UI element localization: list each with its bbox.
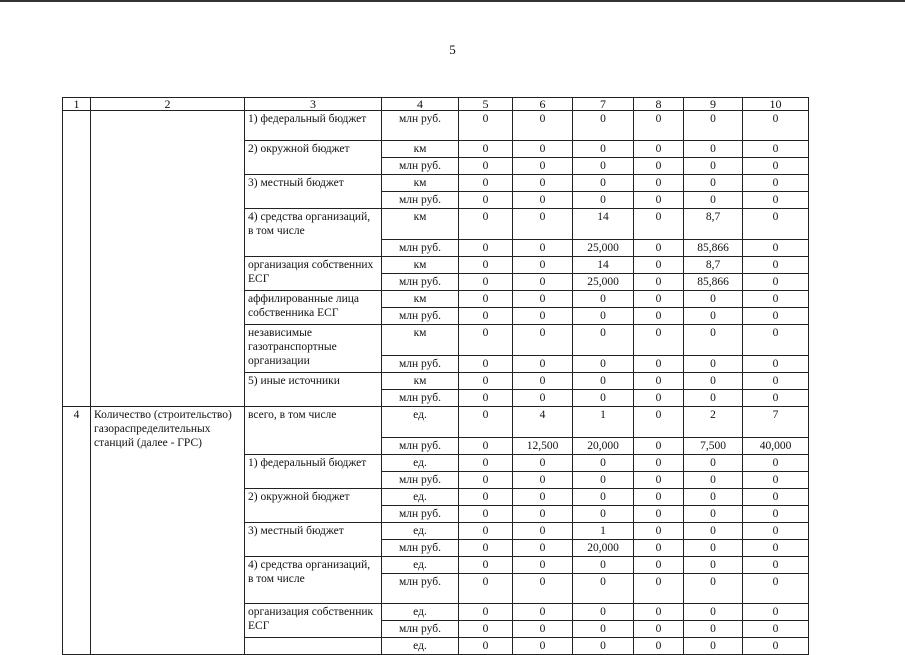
value-cell: 0	[684, 523, 743, 540]
value-cell: 0	[684, 158, 743, 175]
value-cell: 0	[513, 390, 573, 407]
value-cell: 0	[513, 240, 573, 257]
value-cell: 0	[513, 557, 573, 574]
unit-cell: ед.	[382, 604, 459, 621]
unit-cell: ед.	[382, 523, 459, 540]
value-cell: 0	[459, 175, 513, 192]
value-cell: 14	[573, 209, 634, 240]
value-cell: 0	[513, 175, 573, 192]
value-cell: 0	[743, 325, 809, 356]
value-cell: 0	[743, 472, 809, 489]
value-cell: 0	[634, 158, 684, 175]
value-cell: 0	[459, 407, 513, 438]
value-cell: 0	[634, 325, 684, 356]
value-cell: 0	[743, 111, 809, 141]
header-cell: 5	[459, 98, 513, 111]
source-cell: 1) федеральный бюджет	[245, 111, 382, 141]
value-cell: 0	[459, 111, 513, 141]
value-cell: 0	[459, 438, 513, 455]
value-cell: 0	[634, 141, 684, 158]
value-cell: 40,000	[743, 438, 809, 455]
value-cell: 0	[573, 489, 634, 506]
value-cell: 20,000	[573, 438, 634, 455]
value-cell: 0	[684, 175, 743, 192]
value-cell: 0	[743, 240, 809, 257]
value-cell: 0	[573, 325, 634, 356]
value-cell: 0	[573, 291, 634, 308]
value-cell: 85,866	[684, 274, 743, 291]
value-cell: 0	[459, 308, 513, 325]
row-number-cell: 4	[63, 407, 91, 655]
unit-cell: км	[382, 373, 459, 390]
value-cell: 0	[513, 621, 573, 638]
value-cell: 0	[634, 356, 684, 373]
value-cell: 0	[743, 291, 809, 308]
value-cell: 0	[513, 192, 573, 209]
unit-cell: млн руб.	[382, 158, 459, 175]
value-cell: 0	[684, 356, 743, 373]
value-cell: 0	[459, 557, 513, 574]
value-cell: 0	[634, 557, 684, 574]
value-cell: 0	[634, 523, 684, 540]
value-cell: 0	[459, 638, 513, 655]
value-cell: 0	[684, 455, 743, 472]
value-cell: 0	[513, 356, 573, 373]
value-cell: 0	[513, 638, 573, 655]
value-cell: 0	[573, 506, 634, 523]
value-cell: 0	[684, 506, 743, 523]
row-number-cell	[63, 111, 91, 407]
value-cell: 0	[573, 638, 634, 655]
value-cell: 0	[634, 621, 684, 638]
unit-cell: млн руб.	[382, 472, 459, 489]
value-cell: 0	[743, 604, 809, 621]
unit-cell: км	[382, 325, 459, 356]
value-cell: 25,000	[573, 274, 634, 291]
value-cell: 0	[573, 158, 634, 175]
value-cell: 12,500	[513, 438, 573, 455]
value-cell: 0	[513, 325, 573, 356]
value-cell: 20,000	[573, 540, 634, 557]
source-cell: организация собственних ЕСГ	[245, 257, 382, 291]
value-cell: 0	[513, 455, 573, 472]
value-cell: 0	[684, 472, 743, 489]
value-cell: 0	[634, 209, 684, 240]
source-cell: 5) иные источники	[245, 373, 382, 407]
value-cell: 2	[684, 407, 743, 438]
value-cell: 0	[459, 472, 513, 489]
source-cell: 4) средства организаций, в том числе	[245, 557, 382, 604]
unit-cell: км	[382, 209, 459, 240]
value-cell: 0	[459, 390, 513, 407]
value-cell: 0	[513, 574, 573, 604]
source-cell: 3) местный бюджет	[245, 523, 382, 557]
value-cell: 0	[513, 604, 573, 621]
value-cell: 1	[573, 407, 634, 438]
value-cell: 0	[684, 557, 743, 574]
value-cell: 4	[513, 407, 573, 438]
unit-cell: млн руб.	[382, 506, 459, 523]
value-cell: 0	[459, 240, 513, 257]
value-cell: 0	[684, 325, 743, 356]
source-cell: организация собственник ЕСГ	[245, 604, 382, 638]
value-cell: 0	[513, 373, 573, 390]
value-cell: 0	[459, 455, 513, 472]
value-cell: 0	[684, 638, 743, 655]
value-cell: 0	[634, 291, 684, 308]
value-cell: 0	[743, 274, 809, 291]
value-cell: 0	[684, 489, 743, 506]
value-cell: 0	[634, 506, 684, 523]
value-cell: 0	[634, 308, 684, 325]
table-row	[63, 407, 809, 438]
value-cell: 8,7	[684, 257, 743, 274]
unit-cell: млн руб.	[382, 540, 459, 557]
value-cell: 0	[743, 141, 809, 158]
value-cell: 0	[684, 308, 743, 325]
value-cell: 0	[634, 438, 684, 455]
value-cell: 0	[743, 523, 809, 540]
value-cell: 0	[459, 373, 513, 390]
value-cell: 8,7	[684, 209, 743, 240]
value-cell: 0	[743, 574, 809, 604]
value-cell: 0	[743, 557, 809, 574]
unit-cell: млн руб.	[382, 438, 459, 455]
value-cell: 1	[573, 523, 634, 540]
page-number: 5	[449, 42, 456, 57]
value-cell: 0	[684, 141, 743, 158]
value-cell: 0	[513, 540, 573, 557]
value-cell: 0	[684, 192, 743, 209]
value-cell: 0	[684, 291, 743, 308]
header-cell: 3	[245, 98, 382, 111]
unit-cell: млн руб.	[382, 574, 459, 604]
unit-cell: км	[382, 141, 459, 158]
source-cell: аффилированные лица собственника ЕСГ	[245, 291, 382, 325]
header-cell: 9	[684, 98, 743, 111]
value-cell: 0	[513, 308, 573, 325]
value-cell: 0	[459, 325, 513, 356]
header-row	[63, 98, 809, 111]
value-cell: 0	[634, 407, 684, 438]
value-cell: 0	[513, 141, 573, 158]
unit-cell: млн руб.	[382, 192, 459, 209]
source-cell: 2) окружной бюджет	[245, 489, 382, 523]
value-cell: 0	[634, 257, 684, 274]
value-cell: 0	[573, 604, 634, 621]
value-cell: 0	[634, 540, 684, 557]
indicator-cell	[91, 111, 245, 407]
value-cell: 0	[743, 209, 809, 240]
value-cell: 0	[634, 489, 684, 506]
value-cell: 0	[573, 455, 634, 472]
unit-cell: км	[382, 257, 459, 274]
value-cell: 0	[573, 141, 634, 158]
value-cell: 0	[743, 390, 809, 407]
value-cell: 0	[513, 472, 573, 489]
value-cell: 0	[459, 192, 513, 209]
table-body	[63, 98, 809, 655]
header-cell: 4	[382, 98, 459, 111]
value-cell: 0	[743, 540, 809, 557]
value-cell: 0	[634, 455, 684, 472]
top-border-line	[0, 0, 905, 2]
unit-cell: ед.	[382, 638, 459, 655]
unit-cell: ед.	[382, 489, 459, 506]
value-cell: 0	[743, 308, 809, 325]
value-cell: 0	[634, 111, 684, 141]
value-cell: 0	[459, 141, 513, 158]
value-cell: 0	[743, 455, 809, 472]
value-cell: 0	[513, 523, 573, 540]
value-cell: 14	[573, 257, 634, 274]
value-cell: 0	[459, 489, 513, 506]
header-cell: 10	[743, 98, 809, 111]
value-cell: 0	[743, 506, 809, 523]
value-cell: 0	[634, 192, 684, 209]
value-cell: 0	[573, 390, 634, 407]
value-cell: 0	[743, 192, 809, 209]
value-cell: 0	[513, 274, 573, 291]
value-cell: 0	[634, 175, 684, 192]
table-row	[63, 111, 809, 141]
indicator-cell: Количество (строительство) газораспределительных станций (далее - ГРС)	[91, 407, 245, 655]
data-table	[62, 97, 809, 655]
value-cell: 0	[459, 257, 513, 274]
value-cell: 0	[684, 390, 743, 407]
unit-cell: млн руб.	[382, 308, 459, 325]
value-cell: 25,000	[573, 240, 634, 257]
value-cell: 0	[743, 175, 809, 192]
value-cell: 0	[459, 209, 513, 240]
source-cell: 4) средства организаций, в том числе	[245, 209, 382, 257]
value-cell: 0	[513, 506, 573, 523]
value-cell: 0	[573, 557, 634, 574]
value-cell: 0	[459, 540, 513, 557]
value-cell: 0	[634, 274, 684, 291]
value-cell: 0	[459, 621, 513, 638]
source-cell: всего, в том числе	[245, 407, 382, 455]
unit-cell: км	[382, 291, 459, 308]
value-cell: 0	[573, 111, 634, 141]
value-cell: 0	[573, 175, 634, 192]
value-cell: 7	[743, 407, 809, 438]
value-cell: 85,866	[684, 240, 743, 257]
value-cell: 0	[513, 489, 573, 506]
header-cell: 8	[634, 98, 684, 111]
value-cell: 0	[634, 373, 684, 390]
value-cell: 0	[684, 604, 743, 621]
value-cell: 0	[743, 373, 809, 390]
unit-cell: млн руб.	[382, 240, 459, 257]
value-cell: 0	[573, 308, 634, 325]
unit-cell: км	[382, 175, 459, 192]
value-cell: 0	[513, 209, 573, 240]
value-cell: 0	[684, 373, 743, 390]
value-cell: 0	[573, 621, 634, 638]
source-cell: 3) местный бюджет	[245, 175, 382, 209]
value-cell: 0	[743, 257, 809, 274]
value-cell: 0	[684, 111, 743, 141]
unit-cell: ед.	[382, 557, 459, 574]
value-cell: 0	[459, 356, 513, 373]
value-cell: 0	[459, 506, 513, 523]
unit-cell: млн руб.	[382, 274, 459, 291]
header-cell: 2	[91, 98, 245, 111]
value-cell: 0	[743, 489, 809, 506]
value-cell: 0	[743, 356, 809, 373]
value-cell: 0	[634, 240, 684, 257]
value-cell: 0	[743, 158, 809, 175]
value-cell: 0	[634, 604, 684, 621]
header-cell: 6	[513, 98, 573, 111]
source-cell: 2) окружной бюджет	[245, 141, 382, 175]
source-cell	[245, 638, 382, 655]
value-cell: 0	[684, 621, 743, 638]
header-cell: 1	[63, 98, 91, 111]
value-cell: 0	[573, 192, 634, 209]
value-cell: 0	[634, 472, 684, 489]
value-cell: 0	[459, 604, 513, 621]
unit-cell: ед.	[382, 407, 459, 438]
value-cell: 0	[634, 638, 684, 655]
unit-cell: млн руб.	[382, 390, 459, 407]
value-cell: 0	[573, 356, 634, 373]
value-cell: 0	[573, 574, 634, 604]
unit-cell: млн руб.	[382, 356, 459, 373]
unit-cell: ед.	[382, 455, 459, 472]
unit-cell: млн руб.	[382, 111, 459, 141]
value-cell: 0	[513, 257, 573, 274]
unit-cell: млн руб.	[382, 621, 459, 638]
value-cell: 0	[459, 523, 513, 540]
value-cell: 0	[513, 158, 573, 175]
value-cell: 0	[743, 638, 809, 655]
source-cell: независимые газотранспортные организации	[245, 325, 382, 373]
source-cell: 1) федеральный бюджет	[245, 455, 382, 489]
value-cell: 0	[634, 574, 684, 604]
value-cell: 0	[573, 472, 634, 489]
value-cell: 0	[573, 373, 634, 390]
value-cell: 0	[459, 274, 513, 291]
value-cell: 7,500	[684, 438, 743, 455]
value-cell: 0	[459, 158, 513, 175]
value-cell: 0	[634, 390, 684, 407]
value-cell: 0	[513, 111, 573, 141]
value-cell: 0	[459, 574, 513, 604]
value-cell: 0	[684, 574, 743, 604]
value-cell: 0	[743, 621, 809, 638]
value-cell: 0	[684, 540, 743, 557]
value-cell: 0	[459, 291, 513, 308]
header-cell: 7	[573, 98, 634, 111]
value-cell: 0	[513, 291, 573, 308]
